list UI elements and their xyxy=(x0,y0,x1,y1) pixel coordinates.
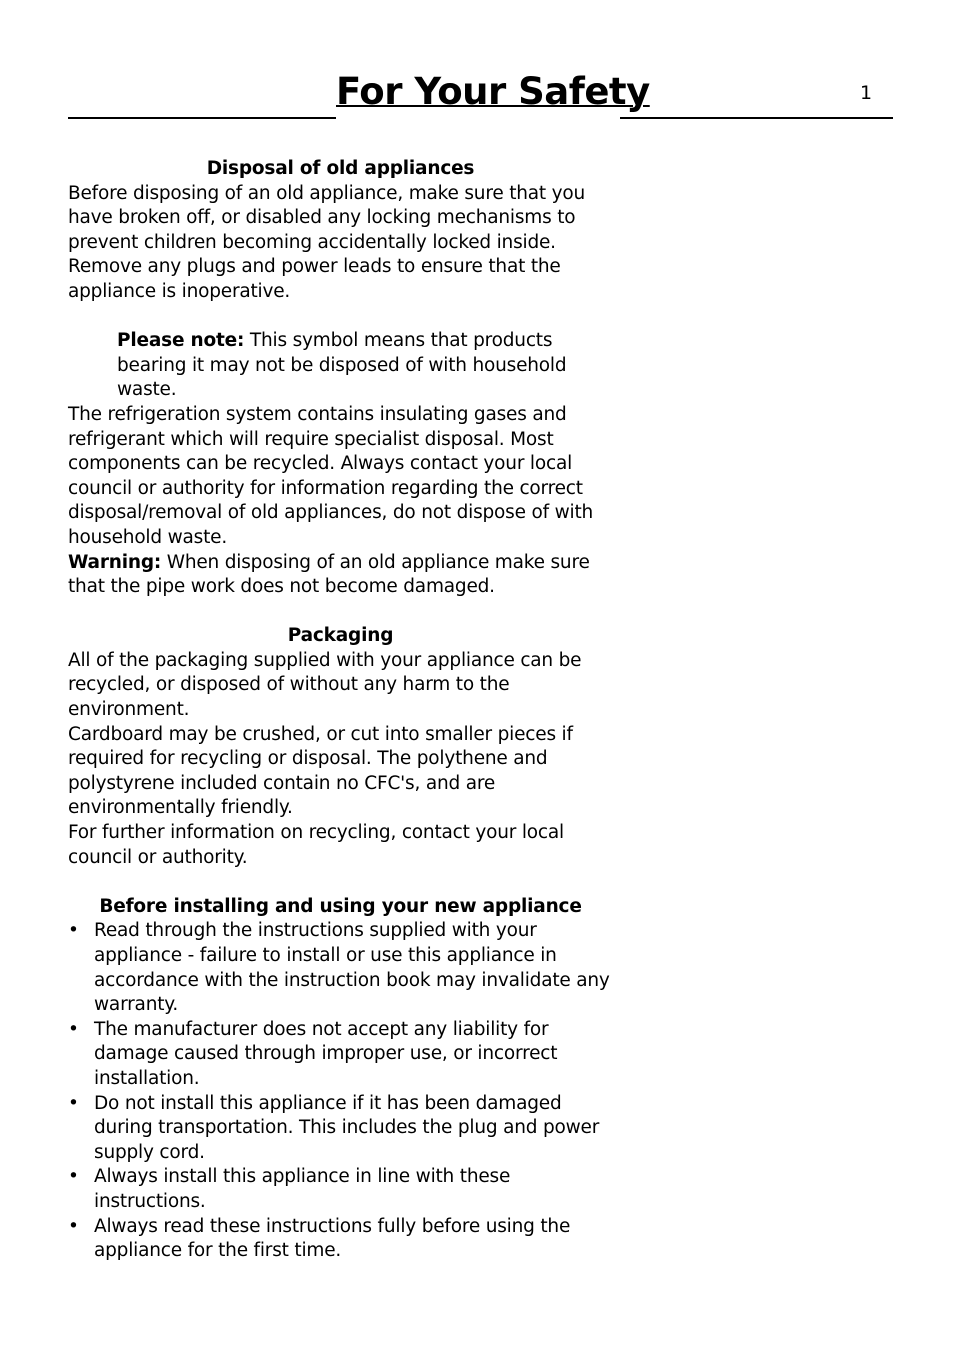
packaging-paragraph-1: All of the packaging supplied with your appliance can be recycled, or disposed of without any harm to the environment. xyxy=(68,649,582,721)
list-item xyxy=(68,1018,613,1092)
list-item-text: Do not install this appliance if it has been damaged during transportation. This includes the plug and power supply cord. xyxy=(94,1092,600,1163)
spacer xyxy=(68,305,613,330)
main-column xyxy=(68,157,613,1264)
bullet-icon: • xyxy=(68,1166,79,1188)
disposal-heading: Disposal of old appliances xyxy=(206,158,475,179)
packaging-paragraph-2: Cardboard may be crushed, or cut into smaller pieces if required for recycling or disposal. The polythene and polystyrene included contain no CFC's, and are environmentally friendly. xyxy=(68,723,573,819)
packaging-section xyxy=(68,624,613,870)
bullet-icon: • xyxy=(68,1018,79,1040)
disposal-section xyxy=(68,157,613,600)
instructions-list xyxy=(68,919,613,1263)
list-item-text: Always install this appliance in line with these instructions. xyxy=(94,1166,511,1212)
before-installing-heading: Before installing and using your new appliance xyxy=(99,895,582,917)
title-rule-left xyxy=(68,117,336,119)
title-rule-right xyxy=(620,117,893,119)
list-item xyxy=(68,1165,613,1214)
list-item-text: The manufacturer does not accept any liability for damage caused through improper use, or incorrect installation. xyxy=(94,1018,558,1089)
page-title: For Your Safety xyxy=(336,70,650,113)
please-note-text: This symbol means that products bearing it may not be disposed of with household waste. xyxy=(117,330,567,401)
spacer xyxy=(68,600,613,625)
page-number: 1 xyxy=(860,82,873,104)
disposal-intro: Before disposing of an old appliance, make sure that you have broken off, or disabled any locking mechanisms to prevent children becoming accidentally locked inside. Remove any plugs and power leads to ensure that the appliance is inoperative. xyxy=(68,182,586,302)
warning-paragraph xyxy=(68,551,613,600)
bullet-icon: • xyxy=(68,1092,79,1114)
refrigeration-paragraph: The refrigeration system contains insulating gases and refrigerant which will require specialist disposal. Most components can be recycled. Always contact your local council or authority for information regarding the correct disposal/removal of old appliances, do not dispose of with household waste. xyxy=(68,403,594,548)
packaging-paragraph-3: For further information on recycling, contact your local council or authority. xyxy=(68,822,564,868)
bullet-icon: • xyxy=(68,1215,79,1237)
list-item xyxy=(68,1092,613,1166)
warning-text: When disposing of an old appliance make sure that the pipe work does not become damaged. xyxy=(68,551,590,598)
packaging-heading: Packaging xyxy=(287,625,394,647)
list-item-text: Read through the instructions supplied with your appliance - failure to install or use this appliance in accordance with the instruction book may invalidate any warranty. xyxy=(94,920,610,1016)
please-note-paragraph xyxy=(117,329,613,403)
before-installing-section xyxy=(68,895,613,1264)
list-item xyxy=(68,1215,613,1264)
please-note-label: Please note: xyxy=(117,330,245,352)
list-item xyxy=(68,919,613,1017)
bullet-icon: • xyxy=(68,920,79,942)
spacer xyxy=(68,870,613,895)
list-item-text: Always read these instructions fully before using the appliance for the first time. xyxy=(94,1215,571,1262)
warning-label: Warning: xyxy=(68,551,162,573)
